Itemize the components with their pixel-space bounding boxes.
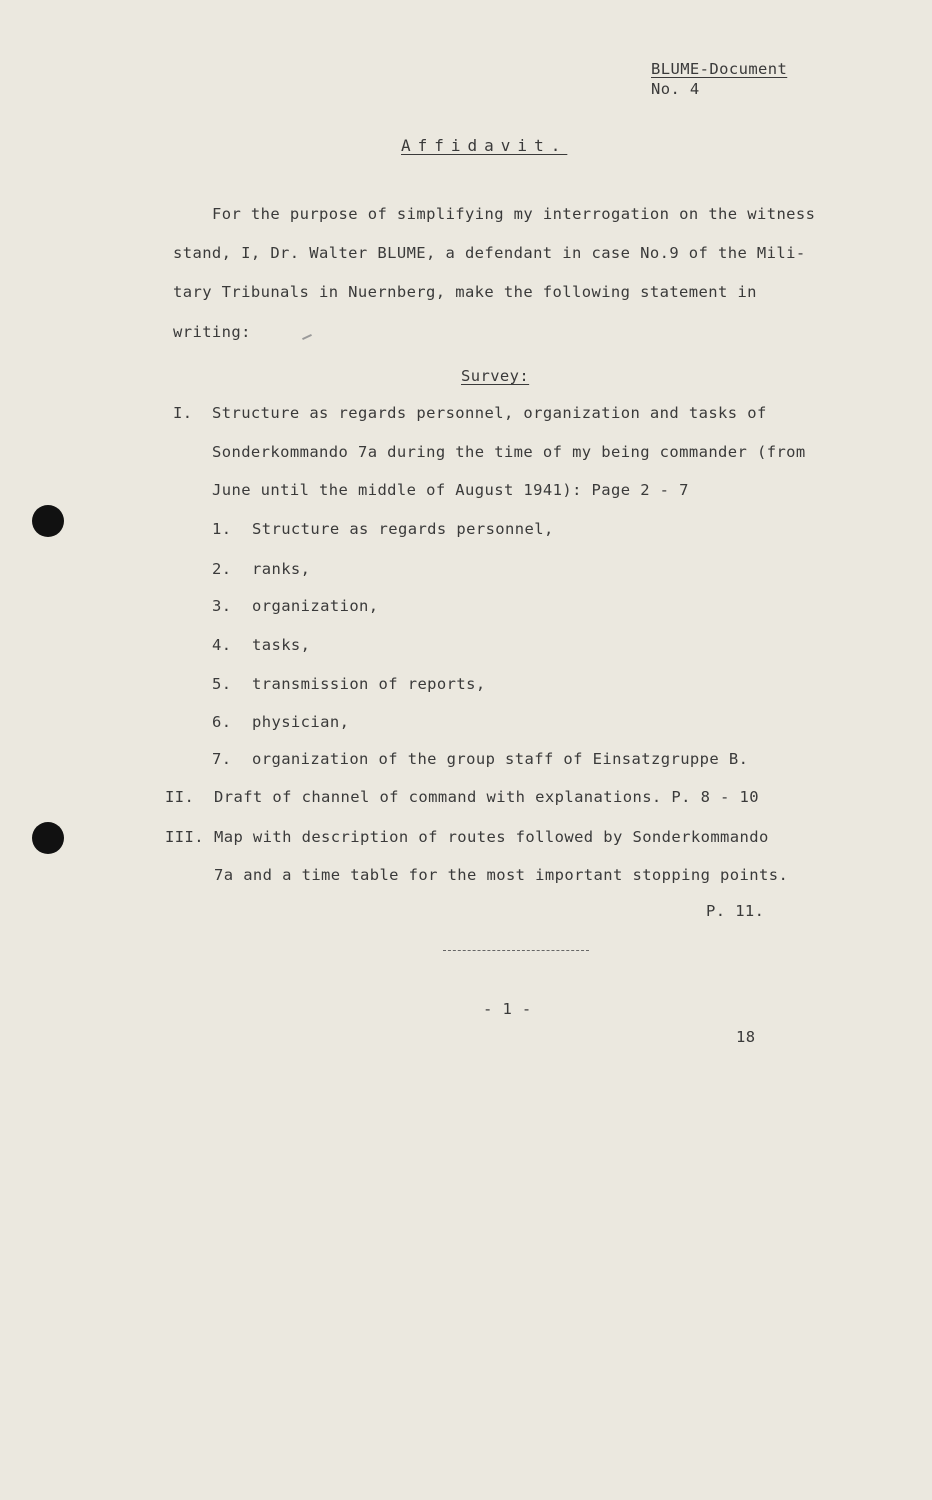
intro-line-4: writing: xyxy=(173,323,251,341)
list-item: Structure as regards personnel, xyxy=(252,520,554,538)
page-title: Affidavit. xyxy=(401,136,568,155)
page-number: - 1 - xyxy=(483,1000,532,1018)
punch-hole-bottom xyxy=(32,822,64,854)
intro-line-2: stand, I, Dr. Walter BLUME, a defendant in case No.9 of the Mili- xyxy=(173,244,806,262)
divider xyxy=(443,950,589,951)
section-3-numeral: III. xyxy=(165,828,204,846)
section-2-text: Draft of channel of command with explanations. P. 8 - 10 xyxy=(214,788,759,806)
section-3-page-ref: P. 11. xyxy=(706,902,765,920)
list-item-number: 6. xyxy=(212,713,232,731)
list-item-number: 5. xyxy=(212,675,232,693)
list-item-number: 1. xyxy=(212,520,232,538)
section-1-line-1: Structure as regards personnel, organization and tasks of xyxy=(212,404,767,422)
sheet-number: 18 xyxy=(736,1028,756,1046)
list-item-number: 7. xyxy=(212,750,232,768)
list-item-number: 3. xyxy=(212,597,232,615)
ink-mark xyxy=(302,334,312,340)
section-3-line-1: Map with description of routes followed by Sonderkommando xyxy=(214,828,769,846)
list-item: ranks, xyxy=(252,560,311,578)
list-item: organization of the group staff of Einsatzgruppe B. xyxy=(252,750,749,768)
list-item-number: 4. xyxy=(212,636,232,654)
document-reference: BLUME-Document xyxy=(651,60,788,78)
document-number: No. 4 xyxy=(651,80,700,98)
list-item-number: 2. xyxy=(212,560,232,578)
section-3-line-2: 7a and a time table for the most important stopping points. xyxy=(214,866,789,884)
punch-hole-top xyxy=(32,505,64,537)
intro-line-3: tary Tribunals in Nuernberg, make the following statement in xyxy=(173,283,757,301)
list-item: tasks, xyxy=(252,636,311,654)
list-item: organization, xyxy=(252,597,379,615)
survey-heading: Survey: xyxy=(461,367,530,385)
intro-line-1: For the purpose of simplifying my interrogation on the witness xyxy=(212,205,816,223)
section-2-numeral: II. xyxy=(165,788,195,806)
section-1-line-3: June until the middle of August 1941): Page 2 - 7 xyxy=(212,481,689,499)
section-1-numeral: I. xyxy=(173,404,193,422)
list-item: physician, xyxy=(252,713,350,731)
list-item: transmission of reports, xyxy=(252,675,486,693)
section-1-line-2: Sonderkommando 7a during the time of my being commander (from xyxy=(212,443,806,461)
